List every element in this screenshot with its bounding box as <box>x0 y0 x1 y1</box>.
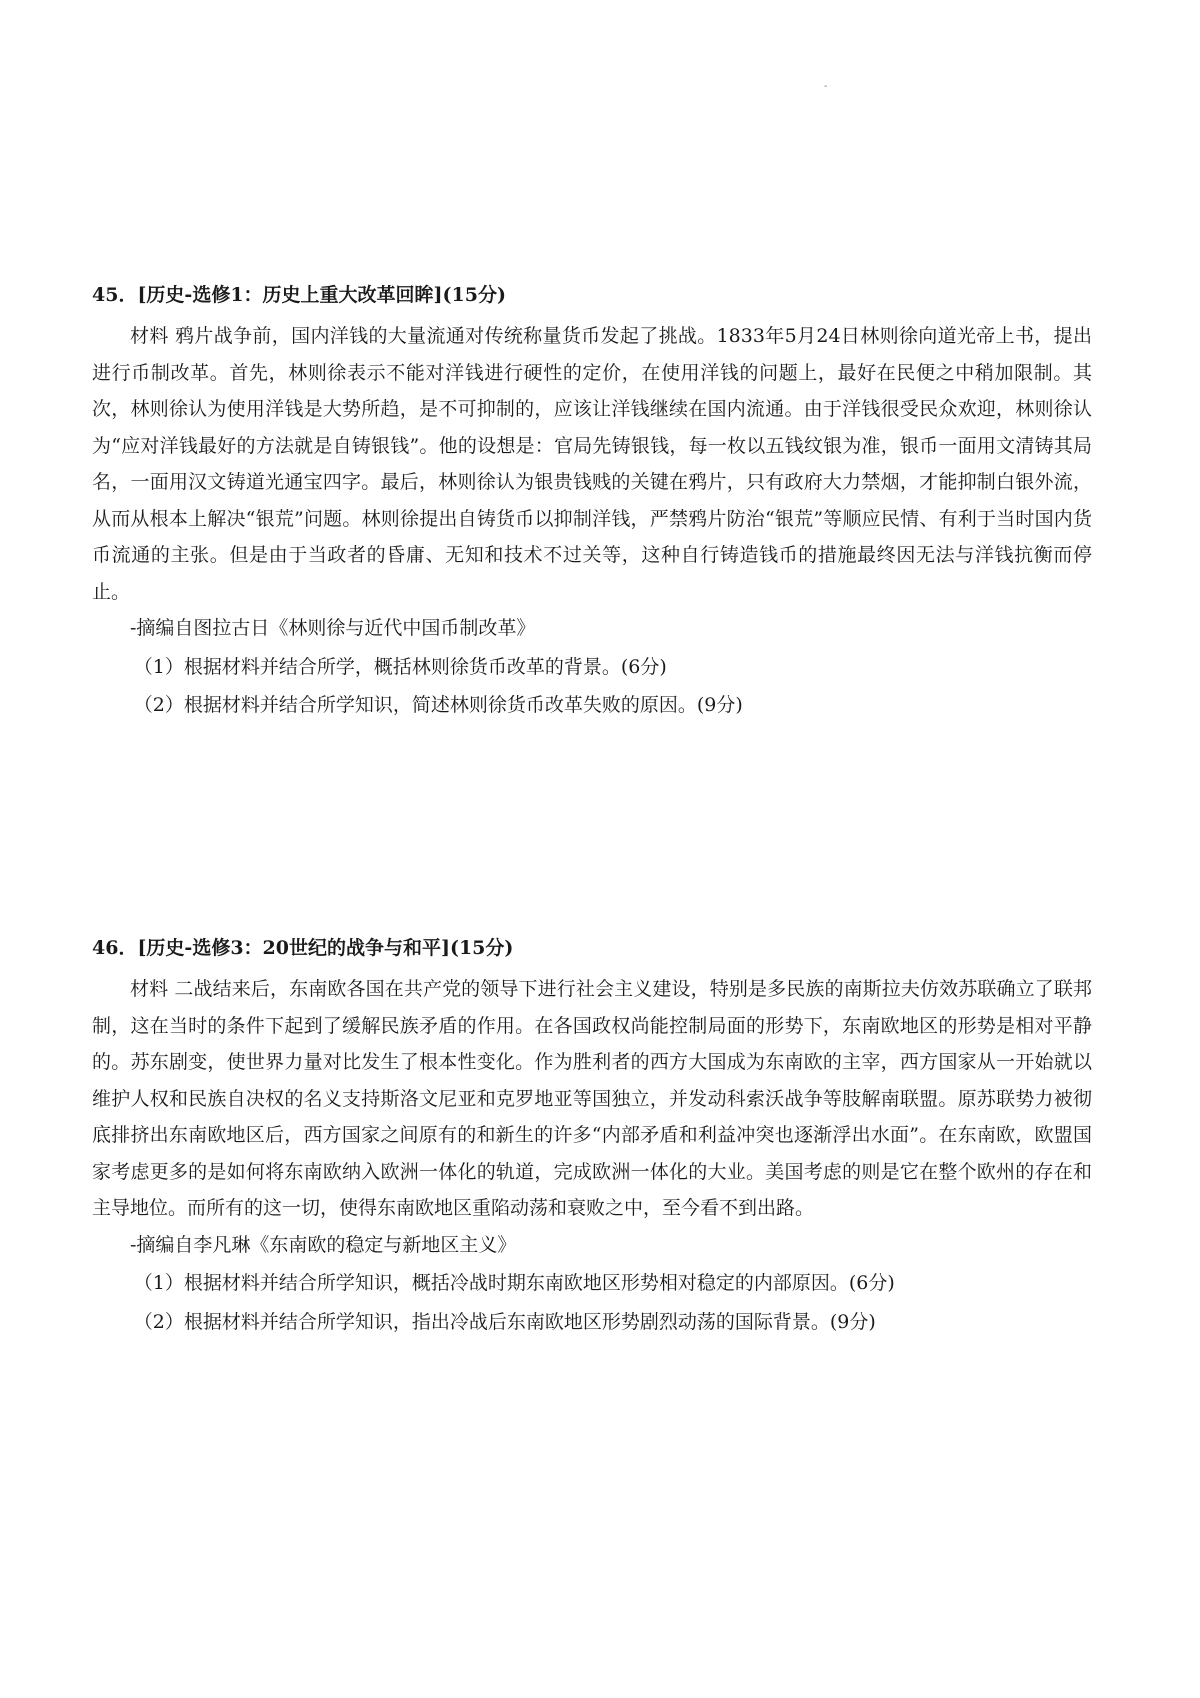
sub-question-2: （2）根据材料并结合所学知识，简述林则徐货币改革失败的原因。(9分) <box>133 694 743 716</box>
material-source: -摘编自图拉古日《林则徐与近代中国币制改革》 <box>130 617 536 639</box>
sub-question-1: （1）根据材料并结合所学知识，概括冷战时期东南欧地区形势相对稳定的内部原因。(6分) <box>133 1272 895 1294</box>
sub-question-2: （2）根据材料并结合所学知识，指出冷战后东南欧地区形势剧烈动荡的国际背景。(9分) <box>133 1310 876 1333</box>
page-mark: - <box>824 81 828 92</box>
sub-question-1: （1）根据材料并结合所学，概括林则徐货币改革的背景。(6分) <box>133 655 667 678</box>
question-46 <box>92 935 1092 1340</box>
material-text: 材料 鸦片战争前，国内洋钱的大量流通对传统称量货币发起了挑战。1833年5月24日林则徐向道光帝上书，提出进行币制改革。首先，林则徐表示不能对洋钱进行硬性的定价，在使用洋钱的问题上，最好在民便之中稍加限制。其次，林则徐认为使用洋钱是大势所趋，是不可抑制的，应该让洋钱继续在国内流通。由于洋钱很受民众欢迎，林则徐认为“应对洋钱最好的方法就是自铸银钱”。他的设想是：官局先铸银钱，每一枚以五钱纹银为准，银币一面用文清铸其局名，一面用汉文铸道光通宝四字。最后，林则徐认为银贵钱贱的关键在鸦片，只有政府大力禁烟，才能抑制白银外流，从而从根本上解决“银荒”问题。林则徐提出自铸货币以抑制洋钱，严禁鸦片防治“银荒”等顺应民情、有利于当时国内货币流通的主张。但是由于当政者的昏庸、无知和技术不过关等，这种自行铸造钱币的措施最终因无法与洋钱抗衡而停止。 <box>92 325 1092 603</box>
question-title: 45．[历史-选修1：历史上重大改革回眸](15分) <box>92 284 506 306</box>
question-title: 46．[历史-选修3：20世纪的战争与和平](15分) <box>92 937 514 959</box>
material-text: 材料 二战结来后，东南欧各国在共产党的领导下进行社会主义建设，特别是多民族的南斯拉夫仿效苏联确立了联邦制，这在当时的条件下起到了缓解民族矛盾的作用。在各国政权尚能控制局面的形势下，东南欧地区的形势是相对平静的。苏东剧变，使世界力量对比发生了根本性变化。作为胜利者的西方大国成为东南欧的主宰，西方国家从一开始就以维护人权和民族自决权的名义支持斯洛文尼亚和克罗地亚等国独立，并发动科索沃战争等肢解南联盟。原苏联势力被彻底排挤出东南欧地区后，西方国家之间原有的和新生的许多“内部矛盾和利益冲突也逐渐浮出水面”。在东南欧，欧盟国家考虑更多的是如何将东南欧纳入欧洲一体化的轨道，完成欧洲一体化的大业。美国考虑的则是它在整个欧州的存在和主导地位。而所有的这一切，使得东南欧地区重陷动荡和衰败之中，至今看不到出路。 <box>92 978 1092 1219</box>
question-45 <box>92 282 1092 724</box>
material-source: -摘编自李凡琳《东南欧的稳定与新地区主义》 <box>130 1233 517 1256</box>
